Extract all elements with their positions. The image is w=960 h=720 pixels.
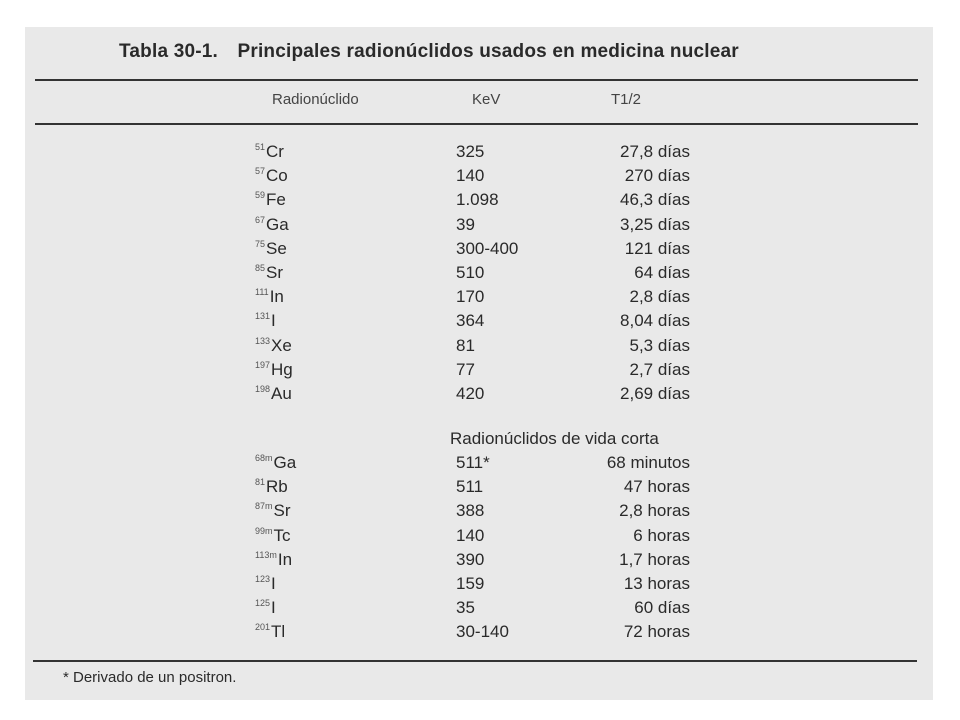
table-row: [25, 501, 933, 525]
element-symbol: Se: [266, 238, 287, 258]
mass-number: 59: [255, 190, 266, 201]
half-life-cell: 121 días: [624, 238, 690, 258]
element-symbol: Ga: [273, 453, 297, 472]
mass-number: 57: [255, 166, 266, 177]
footnote: * Derivado de un positron.: [63, 669, 237, 686]
bottom-rule: [33, 660, 917, 662]
short-lived-heading: Radionúclidos de vida corta: [450, 429, 659, 448]
kev-cell: 140: [456, 525, 485, 545]
table-row: [25, 622, 933, 646]
nuclide-cell: [255, 598, 276, 618]
element-symbol: In: [277, 549, 293, 569]
half-life-cell: 3,25 días: [620, 214, 690, 234]
mass-number: 131: [255, 311, 271, 322]
element-symbol: Ga: [266, 214, 289, 234]
table-row: [25, 336, 933, 360]
kev-cell: 159: [456, 574, 485, 593]
half-life-cell: 270 días: [624, 166, 690, 186]
half-life-cell: 60 días: [634, 598, 690, 618]
half-life-cell: 2,7 días: [629, 359, 690, 379]
header-nuclide: Radionúclido: [272, 91, 359, 108]
nuclide-cell: [255, 384, 292, 404]
nuclide-cell: [255, 166, 288, 186]
header-rule: [35, 123, 918, 125]
mass-number: 99m: [255, 525, 273, 536]
element-symbol: I: [271, 598, 276, 618]
nuclide-cell: [255, 453, 296, 473]
half-life-cell: 1,7 horas: [619, 549, 690, 569]
header-half-life: T1/2: [611, 91, 642, 108]
mass-number: 75: [255, 238, 266, 249]
kev-cell: 325: [456, 142, 485, 161]
table-row: [25, 453, 933, 477]
nuclide-cell: [255, 215, 289, 235]
top-rule: [35, 79, 918, 81]
kev-cell: 300-400: [456, 238, 519, 258]
table-row: [25, 311, 933, 335]
kev-cell: 170: [456, 287, 485, 307]
table-row: [25, 166, 933, 190]
nuclide-cell: [255, 360, 293, 380]
half-life-cell: 2,8 días: [629, 287, 690, 307]
element-symbol: I: [271, 311, 276, 331]
element-symbol: I: [271, 574, 276, 593]
mass-number: 81: [255, 477, 266, 488]
half-life-cell: 6 horas: [633, 525, 690, 545]
table-row: [25, 190, 933, 214]
table-caption: Principales radionúclidos usados en medicina nuclear: [237, 41, 739, 62]
table-row: [25, 598, 933, 622]
nuclide-cell: [255, 142, 284, 162]
table-row: [25, 142, 933, 166]
mass-number: 113m: [255, 549, 277, 560]
nuclide-cell: [255, 477, 288, 497]
half-life-cell: 64 días: [634, 263, 690, 282]
element-symbol: Tl: [271, 622, 286, 642]
scanned-page: [25, 27, 933, 700]
mass-number: 51: [255, 142, 266, 152]
nuclide-cell: [255, 239, 287, 259]
element-symbol: Au: [271, 384, 292, 403]
table-row: [25, 360, 933, 384]
nuclide-cell: [255, 526, 291, 546]
nuclide-cell: [255, 190, 286, 210]
table-row: [25, 384, 933, 408]
half-life-cell: 27,8 días: [620, 142, 690, 161]
nuclide-cell: [255, 287, 284, 307]
kev-cell: 39: [456, 214, 475, 234]
half-life-cell: 13 horas: [623, 574, 690, 593]
half-life-cell: 72 horas: [623, 622, 690, 642]
half-life-cell: 2,8 horas: [619, 501, 690, 521]
half-life-cell: 46,3 días: [620, 190, 690, 210]
kev-cell: 30-140: [456, 622, 509, 642]
table-row: [25, 574, 933, 598]
kev-cell: 390: [456, 549, 485, 569]
element-symbol: Sr: [266, 263, 284, 282]
table-row: [25, 263, 933, 287]
element-symbol: Rb: [266, 477, 288, 497]
nuclide-cell: [255, 550, 292, 570]
kev-cell: 511*: [456, 453, 490, 472]
half-life-cell: 5,3 días: [629, 335, 690, 355]
table-row: [25, 215, 933, 239]
half-life-cell: 68 minutos: [606, 453, 690, 472]
kev-cell: 81: [456, 335, 475, 355]
kev-cell: 364: [456, 311, 485, 331]
kev-cell: 1.098: [456, 190, 499, 210]
element-symbol: Hg: [271, 359, 293, 379]
kev-cell: 388: [456, 501, 485, 521]
kev-cell: 140: [456, 166, 485, 186]
nuclide-cell: [255, 622, 285, 642]
table-row: [25, 526, 933, 550]
element-symbol: Sr: [273, 501, 291, 521]
half-life-cell: 47 horas: [623, 477, 690, 497]
half-life-cell: 2,69 días: [620, 384, 690, 403]
element-symbol: In: [269, 287, 284, 307]
mass-number: 201: [255, 622, 271, 633]
mass-number: 111: [255, 287, 269, 298]
table-row: [25, 287, 933, 311]
kev-cell: 420: [456, 384, 485, 403]
table-number: Tabla 30-1.: [119, 41, 218, 62]
nuclide-cell: [255, 336, 292, 356]
element-symbol: Tc: [273, 525, 291, 545]
kev-cell: 77: [456, 359, 475, 379]
table-row: [25, 550, 933, 574]
nuclide-cell: [255, 263, 283, 283]
mass-number: 197: [255, 359, 271, 370]
mass-number: 123: [255, 574, 271, 584]
header-kev: KeV: [472, 91, 501, 108]
mass-number: 133: [255, 335, 271, 346]
kev-cell: 35: [456, 598, 475, 618]
nuclide-cell: [255, 501, 291, 521]
mass-number: 68m: [255, 453, 273, 463]
mass-number: 67: [255, 214, 266, 225]
element-symbol: Co: [266, 166, 288, 186]
nuclide-cell: [255, 311, 276, 331]
table-row: [25, 239, 933, 263]
mass-number: 198: [255, 384, 271, 394]
element-symbol: Fe: [266, 190, 286, 210]
nuclide-cell: [255, 574, 276, 594]
mass-number: 85: [255, 263, 266, 273]
kev-cell: 511: [456, 477, 484, 497]
half-life-cell: 8,04 días: [620, 311, 690, 331]
kev-cell: 510: [456, 263, 485, 282]
mass-number: 87m: [255, 501, 273, 512]
table-title: [119, 41, 739, 63]
element-symbol: Cr: [266, 142, 284, 161]
mass-number: 125: [255, 598, 271, 609]
element-symbol: Xe: [271, 335, 292, 355]
table-row: [25, 477, 933, 501]
